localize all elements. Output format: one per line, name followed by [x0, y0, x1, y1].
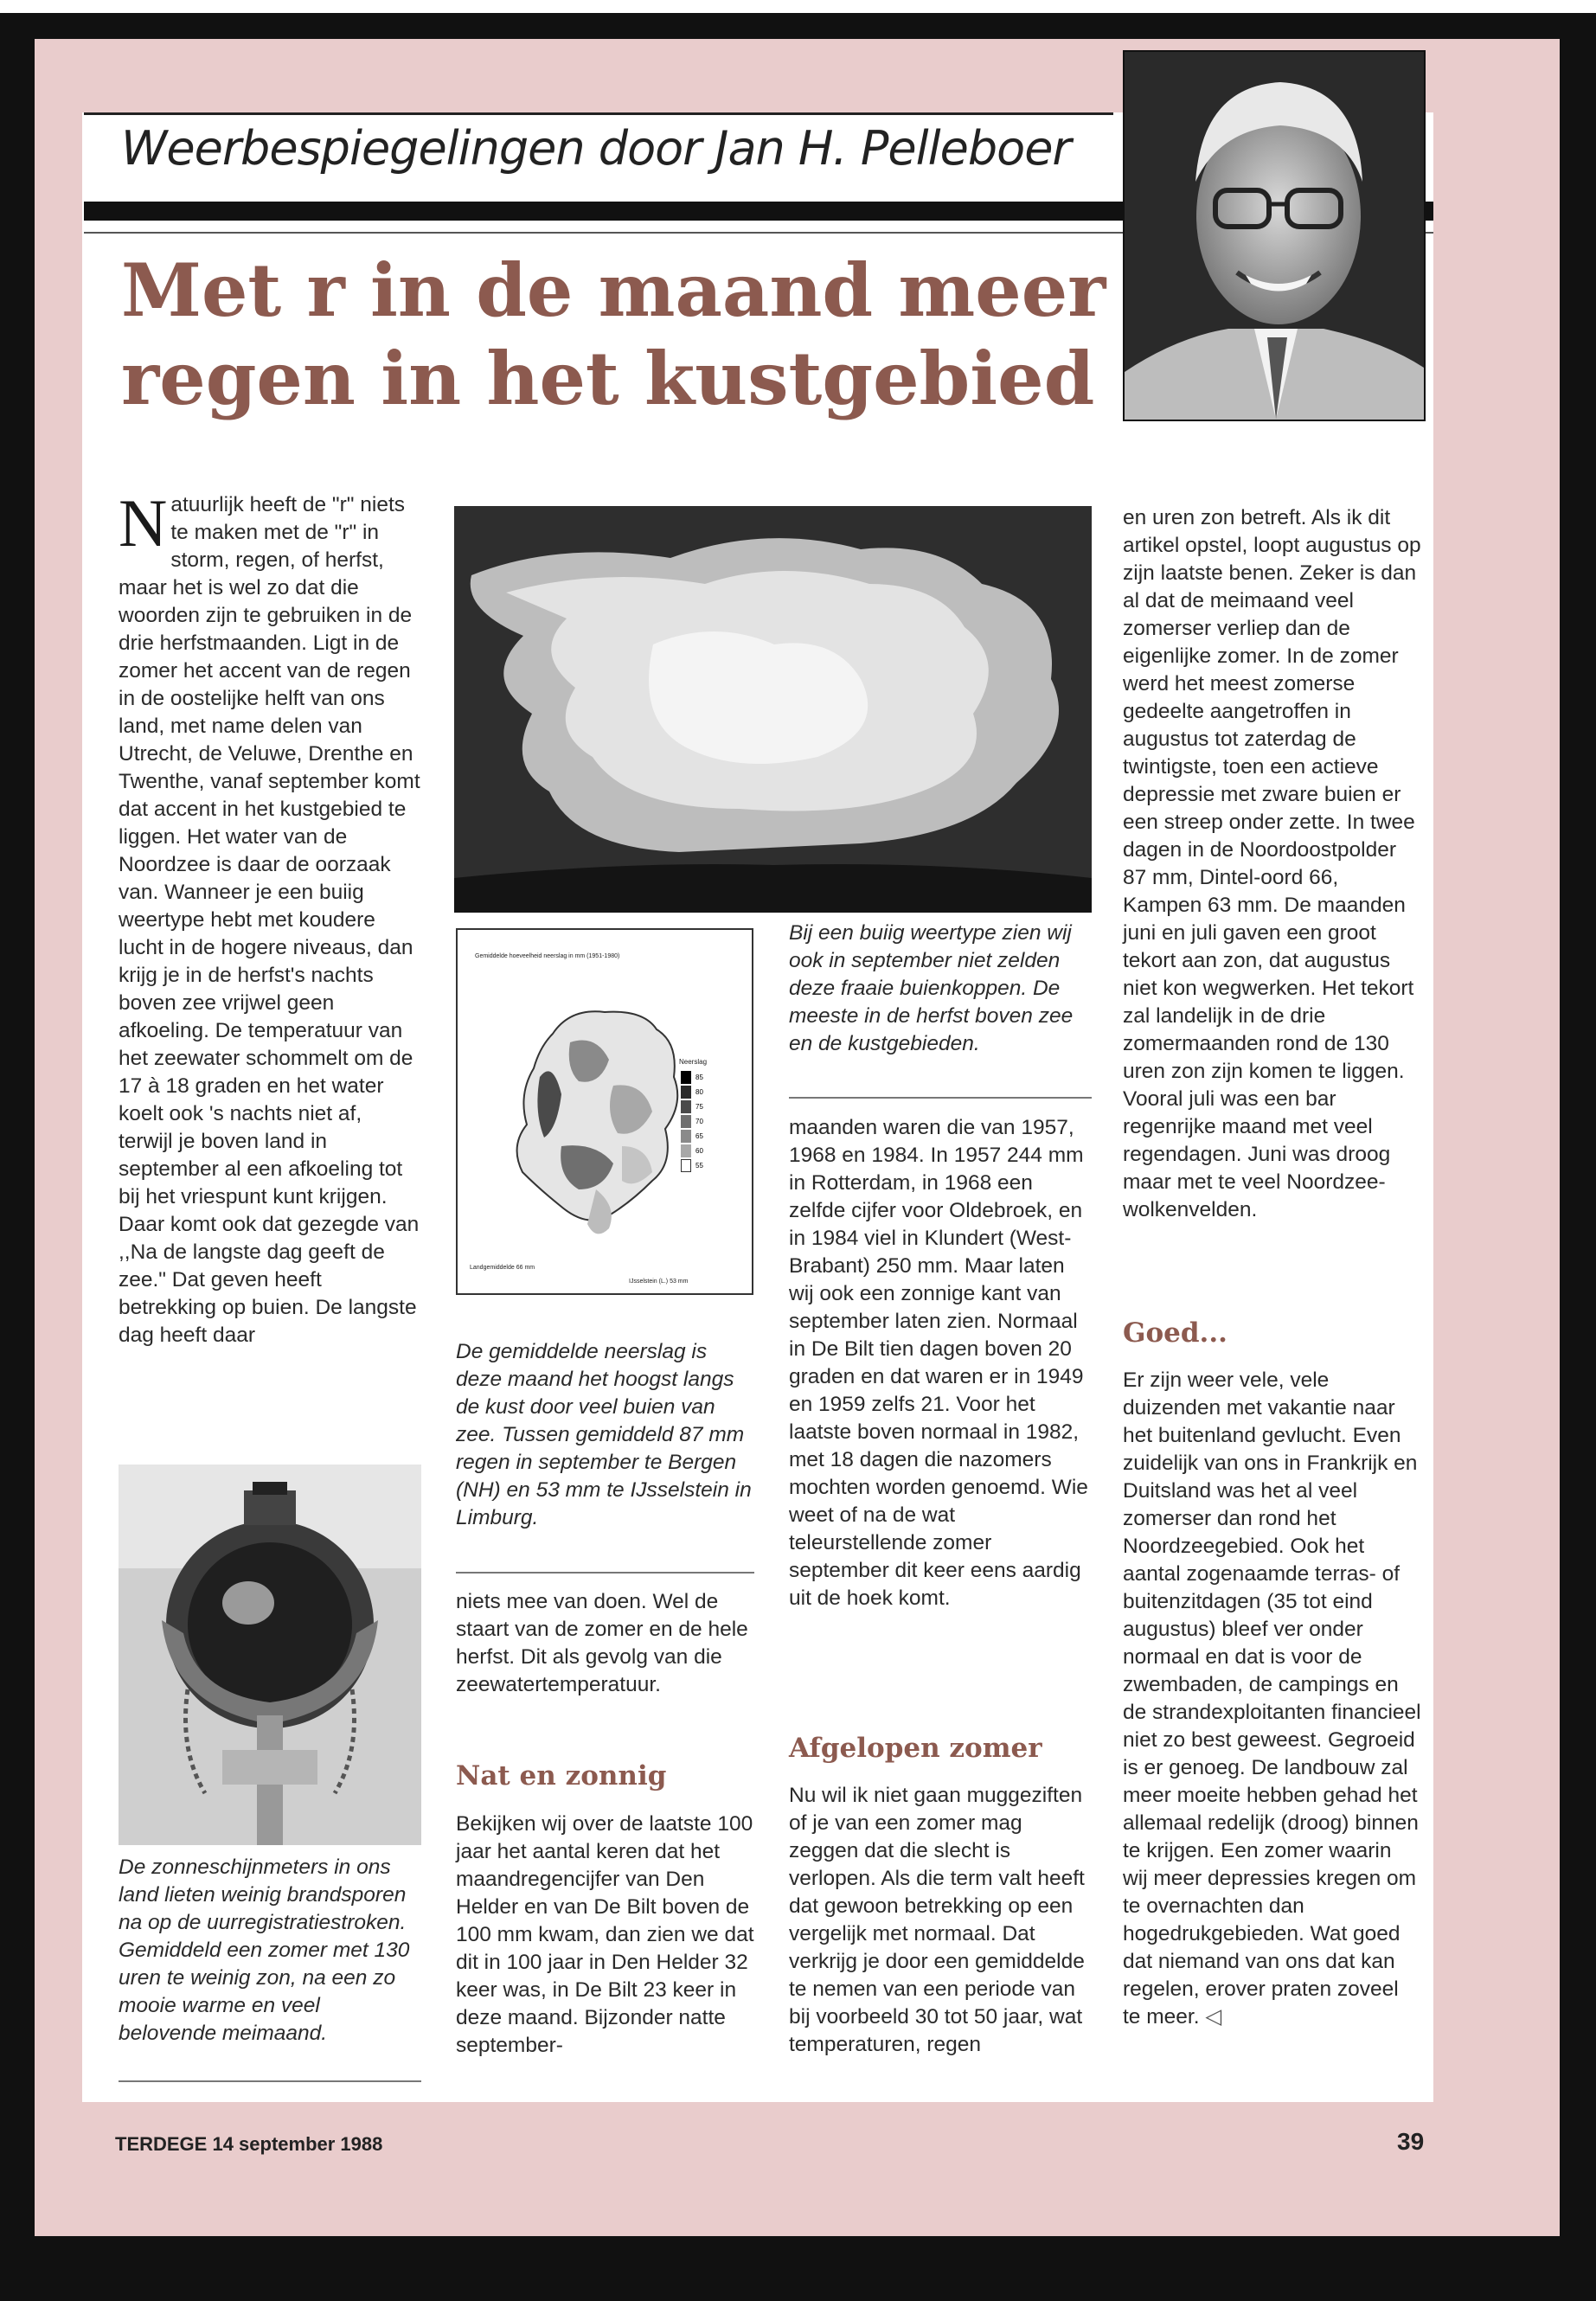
legend-value: 80 — [695, 1088, 703, 1096]
page-number: 39 — [1397, 2128, 1425, 2155]
end-mark-icon: ◁ — [1205, 2005, 1222, 2029]
column-3-text-2: Nu wil ik niet gaan muggeziften of je van een zomer mag zeggen dat die slecht is verlopen. Als die term valt heeft dat gewoon betrekking op een vergelijk met normaal. Dat verkrijg je door een gemiddelde te nemen van een periode van bij voorbeeld 30 tot 50 jaar, wat temperaturen, regen — [789, 1784, 1085, 2056]
subhead-afgelopen-zomer: Afgelopen zomer — [789, 1733, 1042, 1764]
scan-border-right — [1560, 13, 1596, 2245]
legend-value: 85 — [695, 1074, 703, 1081]
column-4-text-2 — [1123, 1367, 1421, 2031]
scan-border-left — [0, 13, 35, 2301]
column-2-text-1: niets mee van doen. Wel de staart van de zomer en de hele herfst. Dit als gevolg van die zeewatertemperatuur. — [456, 1590, 748, 1696]
map-title: Gemiddelde hoeveelheid neerslag in mm (1951-1980) — [475, 953, 620, 959]
caption-rule-2 — [456, 1572, 754, 1574]
rainfall-map — [456, 928, 753, 1295]
headline-line-1: Met r in de maand meer — [121, 247, 1106, 333]
author-portrait — [1123, 50, 1426, 421]
article-headline — [121, 247, 1106, 423]
cumulonimbus-caption: Bij een buiig weertype zien wij ook in september niet zelden deze fraaie buienkoppen. De meeste in de herfst boven zee en de kustgebieden. — [789, 921, 1074, 1055]
legend-value: 75 — [695, 1103, 703, 1111]
map-average-label: Landgemiddelde 66 mm — [470, 1265, 535, 1271]
cumulonimbus-photo — [454, 506, 1092, 913]
column-1-body: atuurlijk heeft de "r" niets te maken met de "r" in storm, regen, of herfst, maar het is wel zo dat die woorden zijn te gebruiken in de drie herfstmaanden. Ligt in de zomer het accent van de regen in de oostelijke helft van ons land, met name delen van Utrecht, de Veluwe, Drenthe en Twenthe, vanaf september komt dat accent in het kustgebied te liggen. Het water van de Noordzee is daar de oorzaak van. Wanneer je een buiig weertype hebt met koudere lucht in de hogere niveaus, dan krijg je in de herfst's nachts boven zee vrijwel geen afkoeling. De temperatuur van het zeewater schommelt om de 17 à 18 graden en het water koelt ook 's nachts niet af, terwijl je boven land in september al een afkoeling tot bij het vriespunt kunt krijgen. Daar komt ook dat gezegde van ,,Na de langste dag geeft de zee." Dat geven heeft betrekking op buien. De langste dag heeft daar — [119, 493, 420, 1347]
column-4-body-2: Er zijn weer vele, vele duizenden met vakantie naar het buitenland gevlucht. Even zuidelijk van ons in Frankrijk en Duitsland was het al veel zomerser dan rond het Noordzeegebied. Ook het aantal zogenaamde terras- of buitenzitdagen (35 tot eind augustus) bleef ver onder normaal en dat is voor de zwembaden, de campings en de strandexploitanten financieel niet zo best geweest. Gegroeid is er genoeg. De landbouw zal meer moeite hebben gehad het allemaal redelijk (droog) binnen te krijgen. Een zomer waarin wij meer depressies kregen om te overnachten dan hogedrukgebieden. Wat goed dat niemand van ons dat kan regelen, erover praten zoveel te meer. — [1123, 1368, 1421, 2029]
scan-border-bottom — [35, 2236, 1596, 2301]
column-1-text — [119, 485, 421, 1349]
column-3-text-1: maanden waren die van 1957, 1968 en 1984. In 1957 244 mm in Rotterdam, in 1968 een zelfde cijfer voor Oldebroek, en in 1984 viel in Klundert (West-Brabant) 250 mm. Maar laten wij ook een zonnige kant van september laten zien. Normaal in De Bilt tien dagen boven 20 graden en dat waren er in 1949 en 1959 zelfs 21. Voor het laatste boven normaal in 1982, met 18 dagen die nazomers mochten worden genoemd. Wie weet of na de wat teleurstellende zomer september dit keer eens aardig uit de hoek komt. — [789, 1116, 1088, 1610]
publication-line: TERDEGE 14 september 1988 — [115, 2133, 383, 2155]
headline-line-2: regen in het kustgebied — [121, 336, 1095, 421]
column-kicker: Weerbespiegelingen door Jan H. Pelleboer — [121, 121, 1071, 176]
map-legend — [681, 1070, 703, 1173]
scan-border-top — [0, 13, 1560, 39]
legend-value: 70 — [695, 1118, 703, 1125]
map-minimum-label: IJsselstein (L.) 53 mm — [629, 1279, 689, 1285]
rainfall-map-caption: De gemiddelde neerslag is deze maand het hoogst langs de kust door veel buien van zee. Tussen gemiddeld 87 mm regen in september te Bergen (NH) en 53 mm te IJsselstein in Limburg. — [456, 1340, 752, 1529]
caption-rule-3 — [789, 1097, 1092, 1099]
legend-value: 60 — [695, 1147, 703, 1155]
legend-value: 55 — [695, 1162, 703, 1170]
caption-rule-1 — [119, 2080, 421, 2082]
column-2-text-2: Bekijken wij over de laatste 100 jaar het aantal keren dat het maandregencijfer van Den Helder en van De Bilt boven de 100 mm kwam, dan zien we dat dit in 100 jaar in Den Helder 32 keer was, in De Bilt 23 keer in deze maand. Bijzonder natte september- — [456, 1812, 754, 2057]
subhead-nat-en-zonnig: Nat en zonnig — [456, 1760, 667, 1791]
sunshine-recorder-caption: De zonneschijnmeters in ons land lieten weinig brandsporen na op de uurregistratiestroken. Gemiddeld een zomer met 130 uren te weinig zon, na een zo mooie warme en veel belovende meimaand. — [119, 1856, 410, 2045]
subhead-goed: Goed... — [1123, 1317, 1227, 1349]
legend-value: 65 — [695, 1132, 703, 1140]
column-4-text-1: en uren zon betreft. Als ik dit artikel opstel, loopt augustus op zijn laatste benen. Zeker is dan al dat de meimaand veel zomerser verliep dan de eigenlijke zomer. In de zomer werd het meest zomerse gedeelte aangetroffen in augustus tot zaterdag de twintigste, toen een actieve depressie met zware buien er een streep onder zette. In twee dagen in de Noordoostpolder 87 mm, Dintel-oord 66, Kampen 63 mm. De maanden juni en juli gaven een groot tekort aan zon, dat augustus niet kon wegwerken. Het tekort zal landelijk in de drie zomermaanden rond de 130 uren zon zijn komen te liggen. Vooral juli was een bar regenrijke maand met veel regendagen. Juni was droog maar met te veel Noordzee-wolkenvelden. — [1123, 506, 1421, 1221]
drop-cap: N — [119, 485, 168, 561]
sunshine-recorder-photo — [119, 1465, 421, 1845]
map-legend-title: Neerslag — [679, 1058, 708, 1066]
